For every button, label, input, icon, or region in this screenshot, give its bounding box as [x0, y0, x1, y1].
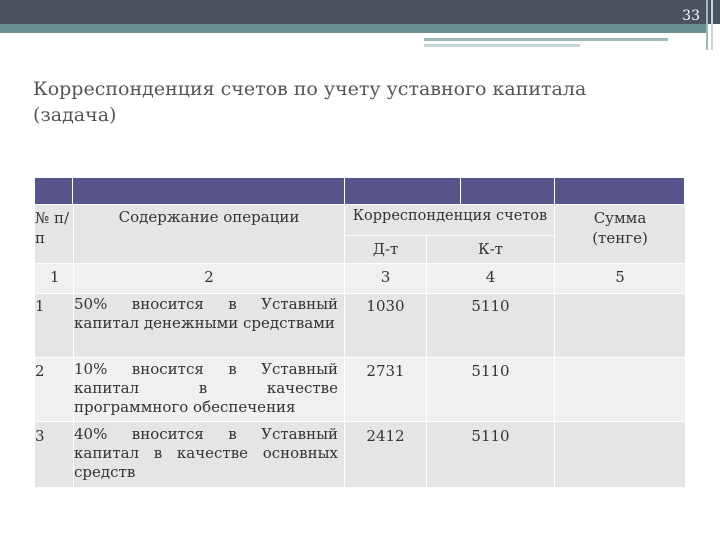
col-number: 5 [615, 268, 625, 286]
header-bar-cell [555, 178, 685, 204]
row-credit: 5110 [471, 427, 510, 445]
accent-line [424, 44, 580, 47]
row-debit: 1030 [366, 297, 405, 315]
row-number: 2 [35, 362, 45, 380]
header-debit: Д-т [372, 240, 399, 258]
slide-accent-bar [0, 24, 706, 33]
slide-title: Корреспонденция счетов по учету уставного капитала (задача) [33, 78, 587, 126]
slide-top-bar [0, 0, 720, 24]
row-debit: 2731 [366, 362, 405, 380]
col-number: 3 [380, 268, 391, 286]
header-bar-cell [73, 178, 345, 204]
accent-line [424, 38, 668, 41]
row-operation: 50% вносится в Уставный капитал денежными средствами [74, 295, 338, 332]
row-separator [35, 357, 685, 358]
header-content: Содержание операции [118, 208, 300, 226]
row-credit: 5110 [471, 297, 510, 315]
header-sum: Сумма (тенге) [592, 209, 648, 247]
col-number: 4 [485, 268, 496, 286]
column-separator [554, 205, 555, 487]
header-num: № п/п [35, 209, 70, 247]
table-header-bar [35, 178, 685, 204]
accent-vertical-line [706, 0, 708, 50]
row-credit: 5110 [471, 362, 510, 380]
row-debit: 2412 [366, 427, 405, 445]
row-separator [344, 235, 554, 236]
row-separator [35, 263, 685, 264]
slide-number: 33 [682, 8, 700, 24]
header-bar-cell [461, 178, 555, 204]
row-separator [35, 293, 685, 294]
col-number: 1 [50, 268, 60, 286]
row-separator [35, 421, 685, 422]
header-correspondence: Корреспонденция счетов [352, 208, 548, 224]
accent-vertical-line [711, 0, 713, 50]
header-bar-cell [35, 178, 73, 204]
header-bar-cell [345, 178, 461, 204]
row-operation: 10% вносится в Уставный капитал в качестве программного обеспечения [74, 360, 338, 416]
row-operation: 40% вносится в Уставный капитал в качестве основных средств [74, 425, 338, 481]
col-number: 2 [204, 268, 214, 286]
header-credit: К-т [478, 240, 503, 258]
row-number: 3 [35, 427, 45, 445]
row-number: 1 [35, 297, 45, 315]
